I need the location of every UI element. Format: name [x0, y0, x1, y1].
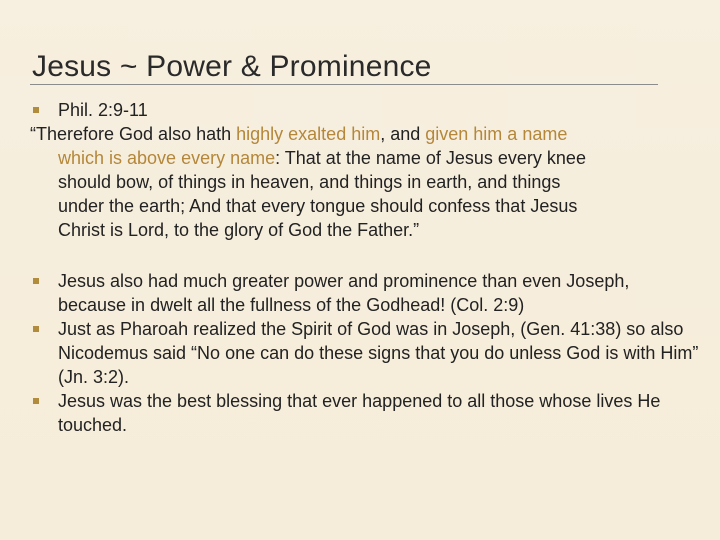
quote-highlight: given him a name	[425, 124, 568, 144]
quote-line-5: Christ is Lord, to the glory of God the Father.”	[58, 220, 420, 240]
quote-text: “Therefore God also hath	[30, 124, 237, 144]
quote-highlight: which is above every name	[58, 148, 276, 168]
reference-bullet	[30, 98, 700, 122]
bullet-item	[30, 269, 700, 317]
quote-line-4: under the earth; And that every tongue should confess that Jesus	[58, 196, 578, 216]
quote-text: : That at the name of Jesus every knee	[275, 148, 586, 168]
quote-highlight: highly exalted him	[236, 124, 381, 144]
bullet-text: Jesus was the best blessing that ever happened to all those whose lives He touched.	[58, 391, 661, 435]
bullet-text: Just as Pharoah realized the Spirit of God was in Joseph, (Gen. 41:38) so also Nicodemus said “No one can do these signs that you do unless God is with Him” (Jn. 3:2).	[58, 319, 699, 387]
bullet-item	[30, 389, 700, 437]
quote-line-1	[30, 122, 700, 146]
quote-line-2	[30, 146, 700, 170]
square-bullet-icon	[33, 107, 39, 113]
slide-title: Jesus ~ Power & Prominence	[32, 50, 432, 83]
bullet-item	[30, 317, 700, 389]
scripture-quote	[30, 122, 700, 242]
square-bullet-icon	[33, 398, 39, 404]
slide-content	[30, 98, 700, 437]
title-underline	[30, 84, 658, 85]
quote-line-3: should bow, of things in heaven, and things in earth, and things	[58, 172, 561, 192]
quote-text: , and	[380, 124, 426, 144]
bullet-text: Jesus also had much greater power and prominence than even Joseph, because in dwelt all the fullness of the Godhead! (Col. 2:9)	[58, 271, 630, 315]
reference-text: Phil. 2:9-11	[58, 100, 148, 120]
square-bullet-icon	[33, 278, 39, 284]
square-bullet-icon	[33, 326, 39, 332]
